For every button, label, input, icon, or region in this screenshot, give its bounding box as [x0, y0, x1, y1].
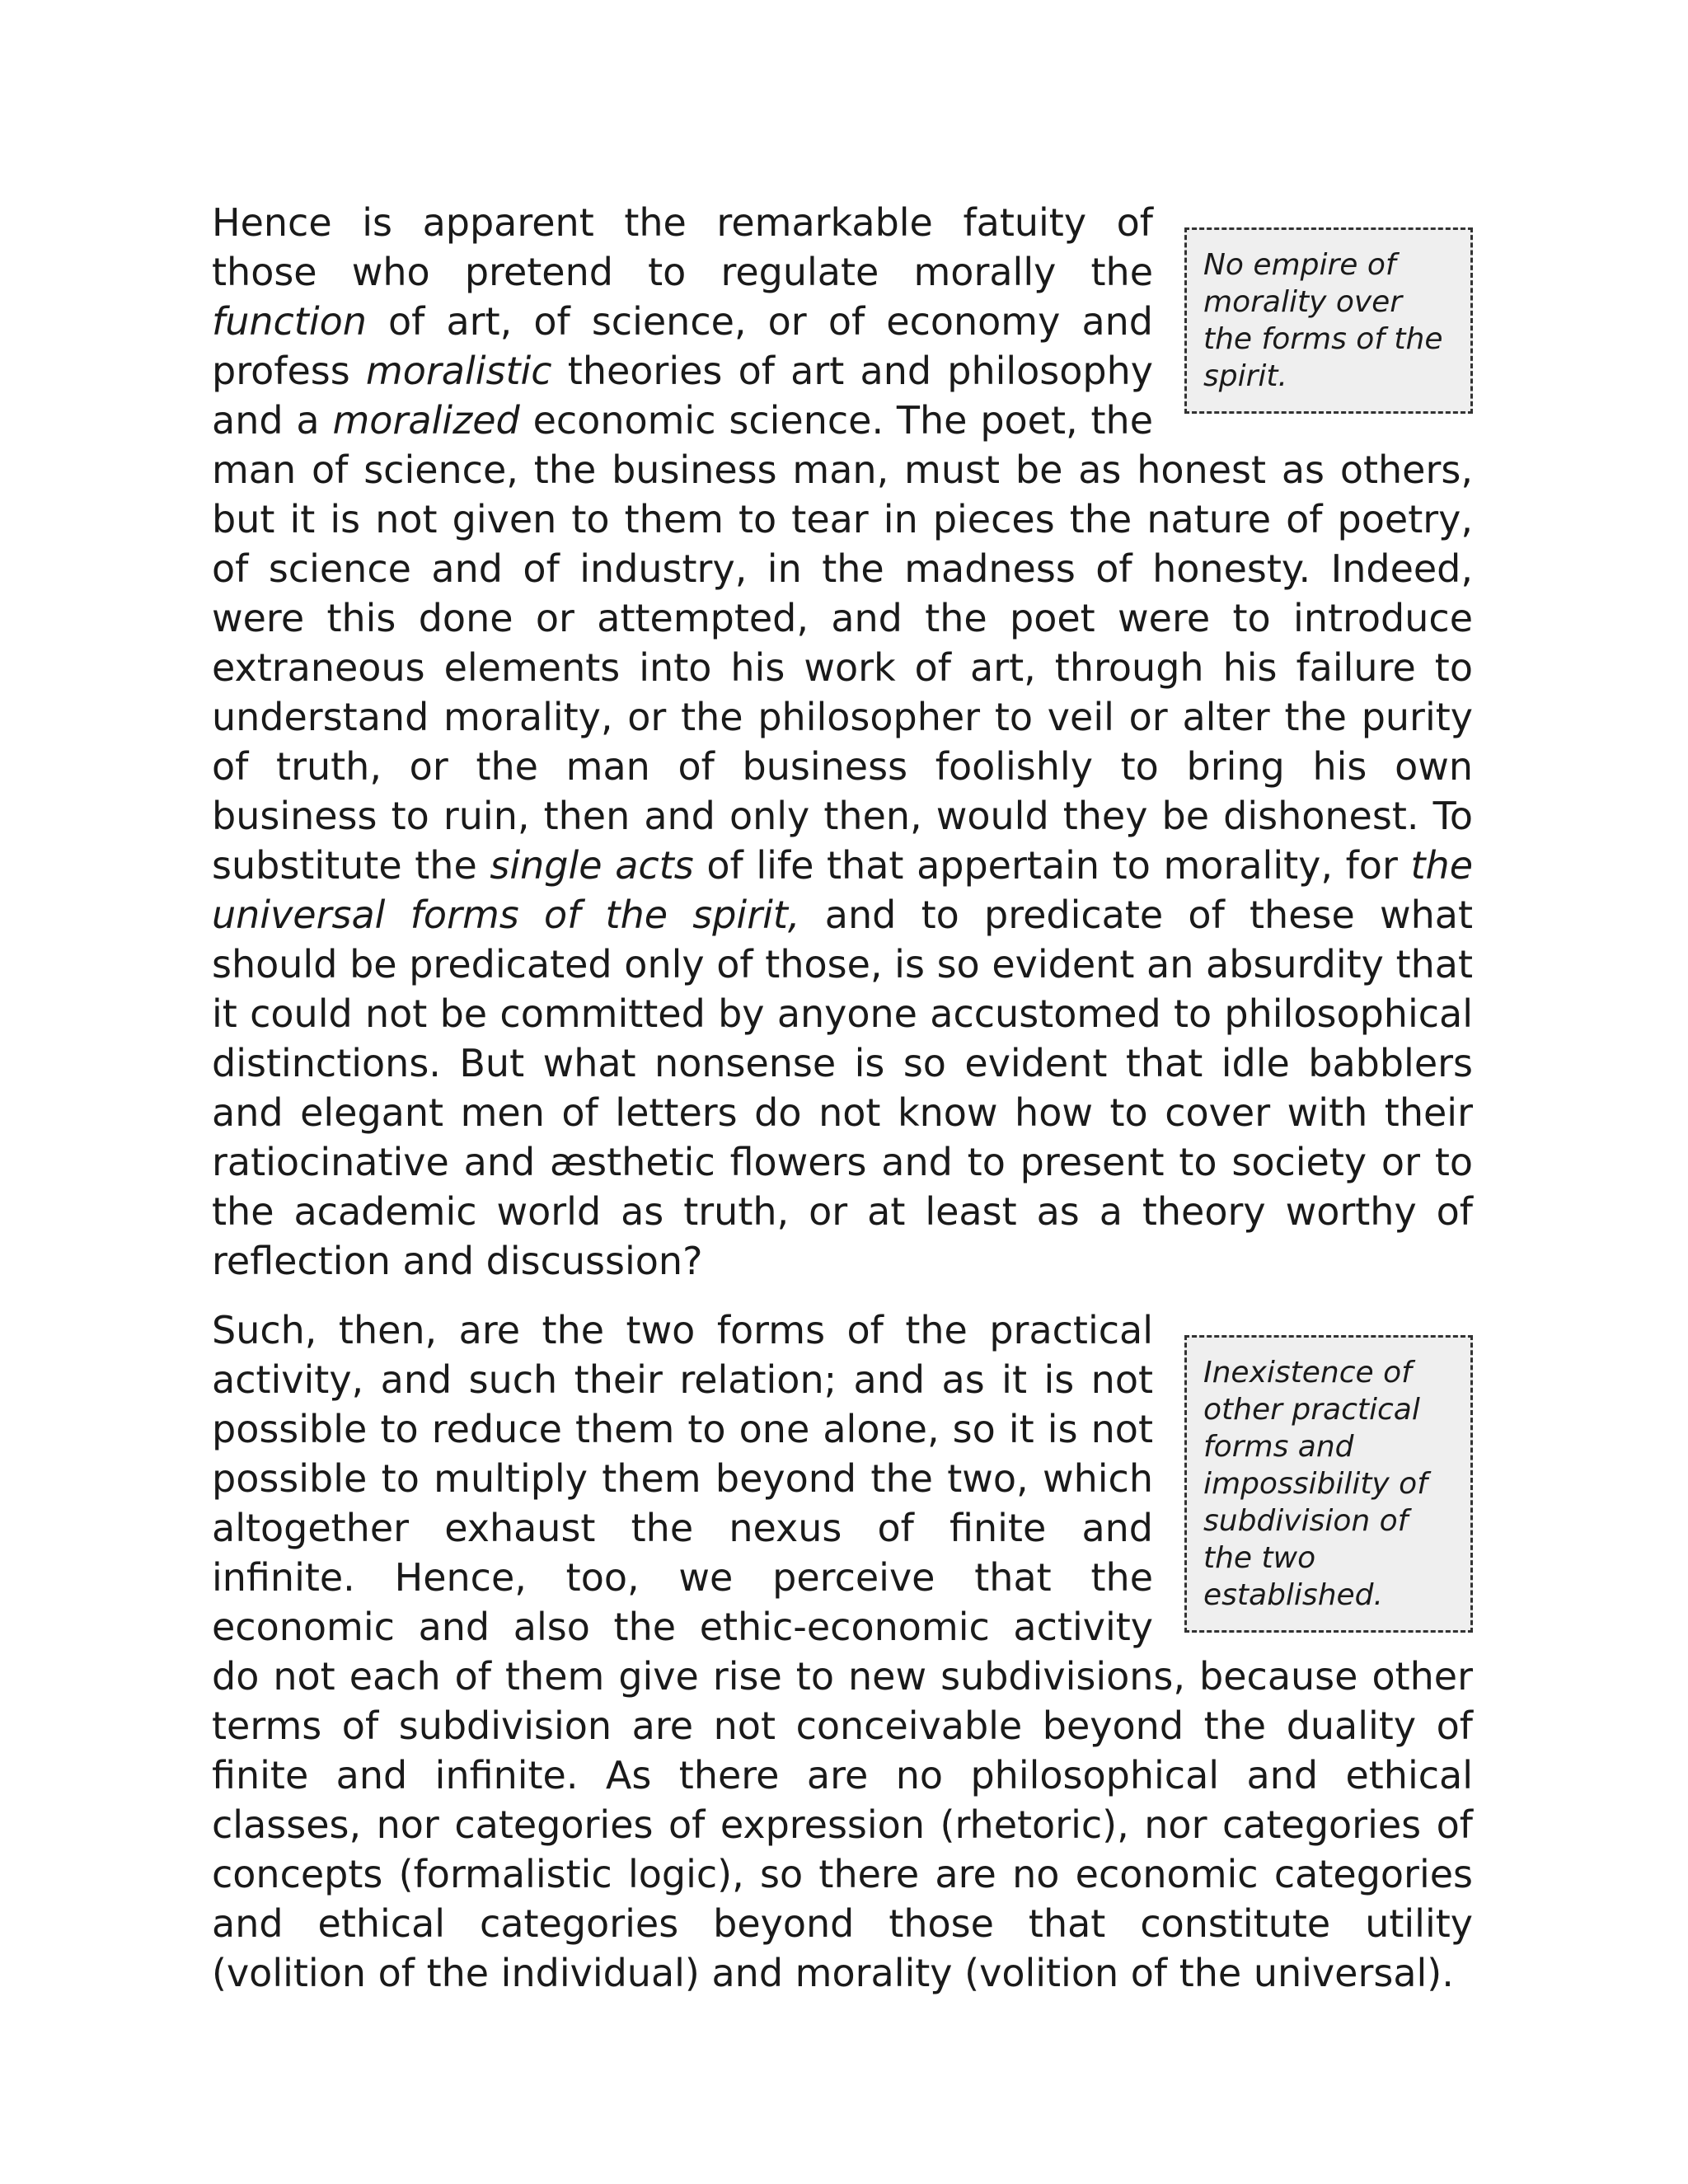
sidenote-practical-forms: Inexistence of other practical forms and impossibility of subdivision of the two established. — [1184, 1335, 1473, 1633]
paragraph-1-italic-universal-forms: the universal forms of the spirit, — [212, 843, 1474, 937]
paragraph-1-text-3: theories of art and philosophy and a — [212, 349, 1153, 443]
paragraph-1-text-5: of life that appertain to morality, for — [693, 843, 1411, 888]
paragraph-1-text-1: Hence is apparent the remarkable fatuity of those who pretend to regulate morally the — [212, 200, 1153, 294]
page-body — [212, 198, 1473, 2018]
paragraph-1-text-2: of art, of science, or of economy and profess — [212, 299, 1153, 393]
paragraph-2 — [212, 1305, 1473, 1998]
sidenote-morality-empire: No empire of morality over the forms of the spirit. — [1184, 227, 1473, 414]
paragraph-1-text-6: and to predicate of these what should be predicated only of those, is so evident an absurdity that it could not be committed by anyone accustomed to philosophical distinctions. But what nonsense is so evident that idle babblers and elegant men of letters do not know how to cover with their ratiocinative and æsthetic flowers and to present to society or to the academic world as truth, or at least as a theory worthy of reflection and discussion? — [212, 893, 1473, 1283]
paragraph-1-italic-moralistic: moralistic — [365, 349, 552, 393]
paragraph-1-italic-single-acts: single acts — [490, 843, 694, 888]
paragraph-2-text: Such, then, are the two forms of the practical activity, and such their relation; and as it is not possible to reduce them to one alone, so it is not possible to multiply them beyond the two, which altogether exhaust the nexus of finite and infinite. Hence, too, we perceive that the economic and also the ethic-economic activity do not each of them give rise to new subdivisions, because other terms of subdivision are not conceivable beyond the duality of finite and infinite. As there are no philosophical and ethical classes, nor categories of expression (rhetoric), nor categories of concepts (formalistic logic), so there are no economic categories and ethical categories beyond those that constitute utility (volition of the individual) and morality (volition of the universal). — [212, 1308, 1473, 1995]
paragraph-1-italic-function: function — [212, 299, 367, 344]
paragraph-1 — [212, 198, 1473, 1286]
paragraph-1-italic-moralized: moralized — [332, 398, 520, 443]
paragraph-1-text-4: economic science. The poet, the man of science, the business man, must be as honest as others, but it is not given to them to tear in pieces the nature of poetry, of science and of industry, in the madness of honesty. Indeed, were this done or attempted, and the poet were to introduce extraneous elements into his work of art, through his failure to understand morality, or the philosopher to veil or alter the purity of truth, or the man of business foolishly to bring his own business to ruin, then and only then, would they be dishonest. To substitute the — [212, 398, 1473, 888]
